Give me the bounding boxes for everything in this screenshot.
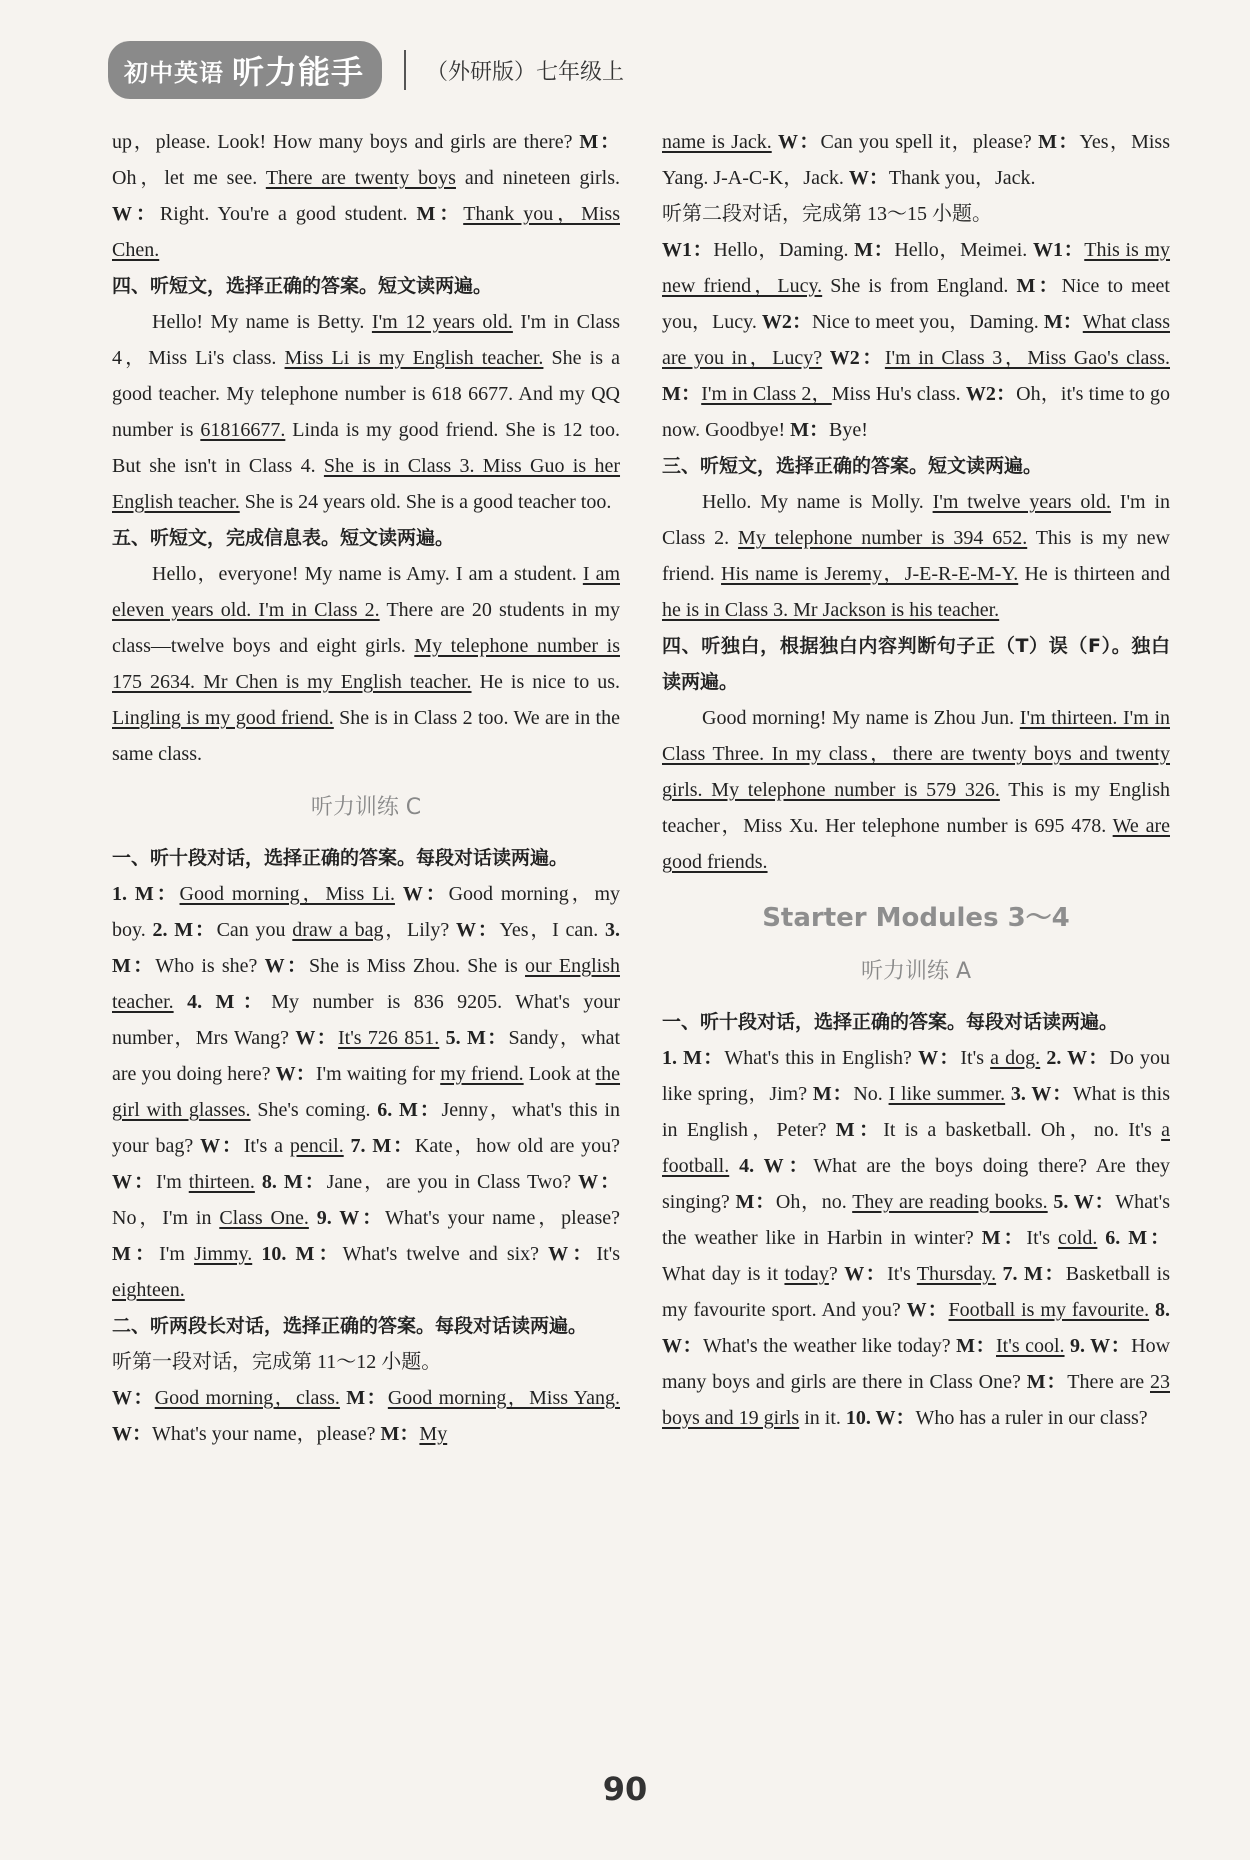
dialog-continuation: name is Jack. W：Can you spell it，please? M：Yes，Miss Yang. J-A-C-K，Jack. W：Thank you，Jack. [662,131,1171,189]
section-title-a: 听力训练 A [860,959,972,984]
section-heading: 四、听独白，根据独白内容判断句子正（T）误（F）。独白读两遍。 [662,635,1170,693]
left-column [112,124,620,1452]
section-title-c: 听力训练 C [310,795,422,820]
subsection-note: 听第二段对话，完成第 13～15 小题。 [662,203,992,225]
passage-molly: Hello. My name is Molly. I'm twelve years old. I'm in Class 2. My telephone number is 394 652. This is my new friend. His name is Jeremy，J-E-R-E-M-Y. He is thirteen and he is in Class 3. Mr Jackson is his teacher. [662,491,1171,621]
brand-big: 听力能手 [232,53,365,91]
short-dialogs-a: 1. M：What's this in English? W：It's a dog. 2. W：Do you like spring，Jim? M：No. I like summer. 3. W：What is this in English，Peter? M：It is a basketball. Oh，no. It's a football. 4. W：What are the boys doing there? Are they singing? M：Oh，no. They are reading books. 5. W：What's the weather like in Harbin in winter? M：It's cold. 6. M：What day is it today? W：It's Thursday. 7. M：Basketball is my favourite sport. And you? W：Football is my favourite. 8. W：What's the weather like today? M：It's cool. 9. W：How many boys and girls are there in Class One? M：There are 23 boys and 19 girls in it. 10. W：Who has a ruler in our class? [662,1047,1171,1429]
header-divider [404,50,406,90]
brand-small: 初中英语 [124,58,224,87]
section-heading: 四、听短文，选择正确的答案。短文读两遍。 [112,275,493,297]
section-heading: 一、听十段对话，选择正确的答案。每段对话读两遍。 [662,1011,1119,1033]
long-dialog-2: W1：Hello，Daming. M：Hello，Meimei. W1：This is my new friend，Lucy. She is from England. M：Nice to meet you，Lucy. W2：Nice to meet you，Daming. M：What class are you in，Lucy? W2：I'm in Class 3，Miss Gao's class. M：I'm in Class 2，Miss Hu's class. W2：Oh，it's time to go now. Goodbye! M：Bye! [662,239,1171,441]
passage-betty: Hello! My name is Betty. I'm 12 years old. I'm in Class 4，Miss Li's class. Miss Li is my English teacher. She is a good teacher. My telephone number is 618 6677. And my QQ number is 61816677. Linda is my good friend. She is 12 too. But she isn't in Class 4. She is in Class 3. Miss Guo is her English teacher. She is 24 years old. She is a good teacher too. [112,311,621,513]
short-dialogs-c: 1. M：Good morning，Miss Li. W：Good morning，my boy. 2. M：Can you draw a bag，Lily? W：Yes，I can. 3. M：Who is she? W：She is Miss Zhou. She is our English teacher. 4. M：My number is 836 9205. What's your number，Mrs Wang? W：It's 726 851. 5. M：Sandy，what are you doing here? W：I'm waiting for my friend. Look at the girl with glasses. She's coming. 6. M：Jenny，what's this in your bag? W：It's a pencil. 7. M：Kate，how old are you? W：I'm thirteen. 8. M：Jane，are you in Class Two? W：No，I'm in Class One. 9. W：What's your name，please? M：I'm Jimmy. 10. M：What's twelve and six? W：It's eighteen. [112,883,621,1301]
dialog-continuation: up，please. Look! How many boys and girls are there? M：Oh，let me see. There are twenty boys and nineteen girls. W：Right. You're a good student. M：Thank you，Miss Chen. [112,131,621,261]
section-heading: 五、听短文，完成信息表。短文读两遍。 [112,527,455,549]
subsection-note: 听第一段对话，完成第 11～12 小题。 [112,1351,442,1373]
passage-zhou-jun: Good morning! My name is Zhou Jun. I'm thirteen. I'm in Class Three. In my class，there are twenty boys and twenty girls. My telephone number is 579 326. This is my English teacher，Miss Xu. Her telephone number is 695 478. We are good friends. [662,707,1170,873]
page-number: 90 [602,1770,648,1808]
brand-badge [108,41,382,99]
header [108,48,624,92]
section-heading: 一、听十段对话，选择正确的答案。每段对话读两遍。 [112,847,569,869]
book-subtitle: （外研版）七年级上 [426,59,625,85]
passage-amy: Hello，everyone! My name is Amy. I am a student. I am eleven years old. I'm in Class 2. There are 20 students in my class—twelve boys and eight girls. My telephone number is 175 2634. Mr Chen is my English teacher. He is nice to us. Lingling is my good friend. She is in Class 2 too. We are in the same class. [112,563,621,765]
section-heading: 二、听两段长对话，选择正确的答案。每段对话读两遍。 [112,1315,588,1337]
right-column [662,124,1170,1436]
module-title: Starter Modules 3～4 [762,903,1070,933]
long-dialog-1: W：Good morning，class. M：Good morning，Miss Yang. W：What's your name，please? M：My [112,1387,620,1445]
section-heading: 三、听短文，选择正确的答案。短文读两遍。 [662,455,1043,477]
